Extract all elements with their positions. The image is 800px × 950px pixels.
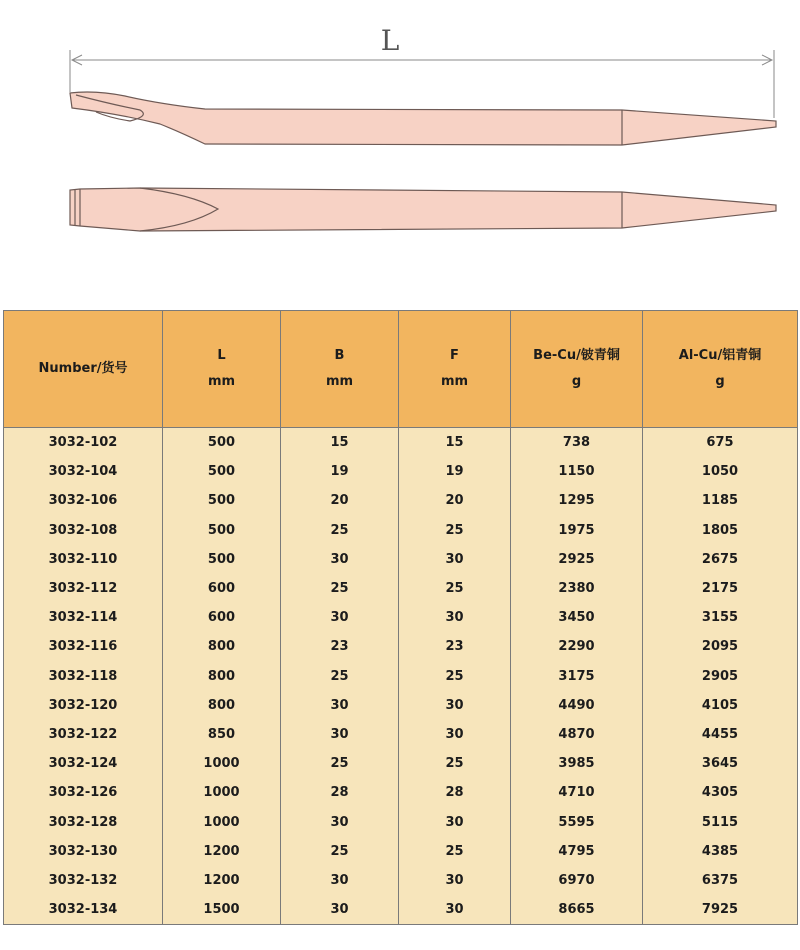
cell-number: 3032-122 bbox=[4, 720, 163, 749]
cell-b: 25 bbox=[281, 837, 399, 866]
header-be-cu-unit: g bbox=[571, 374, 582, 389]
cell-al-cu-weight: 6375 bbox=[643, 866, 798, 895]
cell-number: 3032-128 bbox=[4, 807, 163, 836]
cell-length: 800 bbox=[163, 691, 281, 720]
cell-al-cu-weight: 4305 bbox=[643, 778, 798, 807]
cell-number: 3032-134 bbox=[4, 895, 163, 925]
header-b-unit: mm bbox=[325, 374, 354, 389]
cell-b: 19 bbox=[281, 457, 399, 486]
cell-f: 30 bbox=[399, 720, 511, 749]
length-label: L bbox=[380, 24, 400, 57]
table-row bbox=[4, 486, 798, 515]
cell-f: 25 bbox=[399, 516, 511, 545]
header-f bbox=[399, 311, 511, 428]
header-b-label: B bbox=[334, 348, 345, 363]
cell-be-cu-weight: 4490 bbox=[511, 691, 643, 720]
table-row bbox=[4, 778, 798, 807]
cell-be-cu-weight: 3450 bbox=[511, 603, 643, 632]
table-row bbox=[4, 749, 798, 778]
cell-f: 23 bbox=[399, 632, 511, 661]
cell-length: 500 bbox=[163, 486, 281, 515]
crowbar-diagram bbox=[0, 0, 800, 290]
specification-table bbox=[3, 310, 798, 925]
cell-b: 25 bbox=[281, 574, 399, 603]
cell-f: 30 bbox=[399, 807, 511, 836]
table-body bbox=[4, 428, 798, 925]
cell-be-cu-weight: 2380 bbox=[511, 574, 643, 603]
cell-b: 23 bbox=[281, 632, 399, 661]
cell-number: 3032-116 bbox=[4, 632, 163, 661]
cell-al-cu-weight: 2095 bbox=[643, 632, 798, 661]
cell-number: 3032-110 bbox=[4, 545, 163, 574]
table-row bbox=[4, 691, 798, 720]
cell-f: 20 bbox=[399, 486, 511, 515]
cell-f: 30 bbox=[399, 691, 511, 720]
cell-length: 1200 bbox=[163, 837, 281, 866]
header-al-cu-label: Al-Cu/铝青铜 bbox=[678, 348, 762, 363]
cell-al-cu-weight: 1185 bbox=[643, 486, 798, 515]
cell-length: 1200 bbox=[163, 866, 281, 895]
cell-length: 800 bbox=[163, 632, 281, 661]
cell-b: 30 bbox=[281, 807, 399, 836]
header-be-cu bbox=[511, 311, 643, 428]
cell-b: 15 bbox=[281, 428, 399, 458]
cell-be-cu-weight: 4710 bbox=[511, 778, 643, 807]
cell-number: 3032-130 bbox=[4, 837, 163, 866]
cell-length: 500 bbox=[163, 516, 281, 545]
table-row bbox=[4, 662, 798, 691]
table-row bbox=[4, 720, 798, 749]
table-row bbox=[4, 603, 798, 632]
cell-al-cu-weight: 2175 bbox=[643, 574, 798, 603]
cell-be-cu-weight: 2290 bbox=[511, 632, 643, 661]
cell-b: 25 bbox=[281, 516, 399, 545]
cell-f: 25 bbox=[399, 662, 511, 691]
cell-length: 1000 bbox=[163, 749, 281, 778]
header-al-cu-unit: g bbox=[715, 374, 725, 389]
cell-f: 25 bbox=[399, 837, 511, 866]
cell-f: 15 bbox=[399, 428, 511, 458]
cell-be-cu-weight: 4870 bbox=[511, 720, 643, 749]
cell-length: 600 bbox=[163, 574, 281, 603]
header-number bbox=[4, 311, 163, 428]
cell-f: 28 bbox=[399, 778, 511, 807]
cell-al-cu-weight: 4105 bbox=[643, 691, 798, 720]
cell-length: 800 bbox=[163, 662, 281, 691]
table-row bbox=[4, 837, 798, 866]
cell-al-cu-weight: 3645 bbox=[643, 749, 798, 778]
cell-length: 500 bbox=[163, 428, 281, 458]
table-row bbox=[4, 895, 798, 925]
cell-be-cu-weight: 738 bbox=[511, 428, 643, 458]
cell-number: 3032-120 bbox=[4, 691, 163, 720]
cell-length: 600 bbox=[163, 603, 281, 632]
header-f-label: F bbox=[450, 348, 459, 363]
cell-f: 30 bbox=[399, 603, 511, 632]
cell-b: 30 bbox=[281, 720, 399, 749]
cell-be-cu-weight: 4795 bbox=[511, 837, 643, 866]
table-row bbox=[4, 428, 798, 458]
cell-be-cu-weight: 1975 bbox=[511, 516, 643, 545]
cell-b: 30 bbox=[281, 691, 399, 720]
cell-be-cu-weight: 3985 bbox=[511, 749, 643, 778]
cell-number: 3032-106 bbox=[4, 486, 163, 515]
cell-length: 1000 bbox=[163, 807, 281, 836]
cell-b: 28 bbox=[281, 778, 399, 807]
cell-b: 20 bbox=[281, 486, 399, 515]
cell-be-cu-weight: 3175 bbox=[511, 662, 643, 691]
header-b bbox=[281, 311, 399, 428]
cell-number: 3032-112 bbox=[4, 574, 163, 603]
cell-number: 3032-114 bbox=[4, 603, 163, 632]
cell-b: 30 bbox=[281, 603, 399, 632]
cell-al-cu-weight: 4455 bbox=[643, 720, 798, 749]
cell-length: 1000 bbox=[163, 778, 281, 807]
header-length-unit: mm bbox=[207, 374, 236, 389]
cell-b: 25 bbox=[281, 662, 399, 691]
cell-f: 30 bbox=[399, 545, 511, 574]
table-row bbox=[4, 545, 798, 574]
header-al-cu bbox=[643, 311, 798, 428]
cell-be-cu-weight: 1295 bbox=[511, 486, 643, 515]
cell-al-cu-weight: 1805 bbox=[643, 516, 798, 545]
cell-b: 30 bbox=[281, 895, 399, 925]
table-row bbox=[4, 632, 798, 661]
table-row bbox=[4, 807, 798, 836]
cell-b: 30 bbox=[281, 866, 399, 895]
cell-f: 30 bbox=[399, 866, 511, 895]
cell-length: 1500 bbox=[163, 895, 281, 925]
cell-al-cu-weight: 4385 bbox=[643, 837, 798, 866]
cell-number: 3032-108 bbox=[4, 516, 163, 545]
table-row bbox=[4, 516, 798, 545]
table-header-row bbox=[4, 311, 798, 428]
cell-number: 3032-118 bbox=[4, 662, 163, 691]
cell-al-cu-weight: 2675 bbox=[643, 545, 798, 574]
cell-al-cu-weight: 3155 bbox=[643, 603, 798, 632]
header-be-cu-label: Be-Cu/铍青铜 bbox=[533, 348, 620, 363]
cell-b: 25 bbox=[281, 749, 399, 778]
cell-be-cu-weight: 1150 bbox=[511, 457, 643, 486]
crowbar-top-view bbox=[70, 188, 776, 231]
cell-number: 3032-126 bbox=[4, 778, 163, 807]
cell-be-cu-weight: 8665 bbox=[511, 895, 643, 925]
cell-length: 850 bbox=[163, 720, 281, 749]
cell-f: 25 bbox=[399, 749, 511, 778]
cell-f: 25 bbox=[399, 574, 511, 603]
header-length-label: L bbox=[217, 348, 226, 363]
cell-al-cu-weight: 675 bbox=[643, 428, 798, 458]
crowbar-side-view bbox=[70, 92, 776, 145]
table-row bbox=[4, 457, 798, 486]
header-number-label: Number/货号 bbox=[38, 361, 128, 376]
cell-al-cu-weight: 5115 bbox=[643, 807, 798, 836]
table-row bbox=[4, 866, 798, 895]
cell-number: 3032-124 bbox=[4, 749, 163, 778]
cell-al-cu-weight: 1050 bbox=[643, 457, 798, 486]
cell-f: 30 bbox=[399, 895, 511, 925]
cell-f: 19 bbox=[399, 457, 511, 486]
cell-number: 3032-102 bbox=[4, 428, 163, 458]
cell-al-cu-weight: 7925 bbox=[643, 895, 798, 925]
cell-be-cu-weight: 2925 bbox=[511, 545, 643, 574]
cell-length: 500 bbox=[163, 545, 281, 574]
cell-b: 30 bbox=[281, 545, 399, 574]
cell-length: 500 bbox=[163, 457, 281, 486]
cell-number: 3032-104 bbox=[4, 457, 163, 486]
cell-al-cu-weight: 2905 bbox=[643, 662, 798, 691]
header-f-unit: mm bbox=[440, 374, 469, 389]
cell-be-cu-weight: 5595 bbox=[511, 807, 643, 836]
cell-number: 3032-132 bbox=[4, 866, 163, 895]
cell-be-cu-weight: 6970 bbox=[511, 866, 643, 895]
table-row bbox=[4, 574, 798, 603]
header-length bbox=[163, 311, 281, 428]
